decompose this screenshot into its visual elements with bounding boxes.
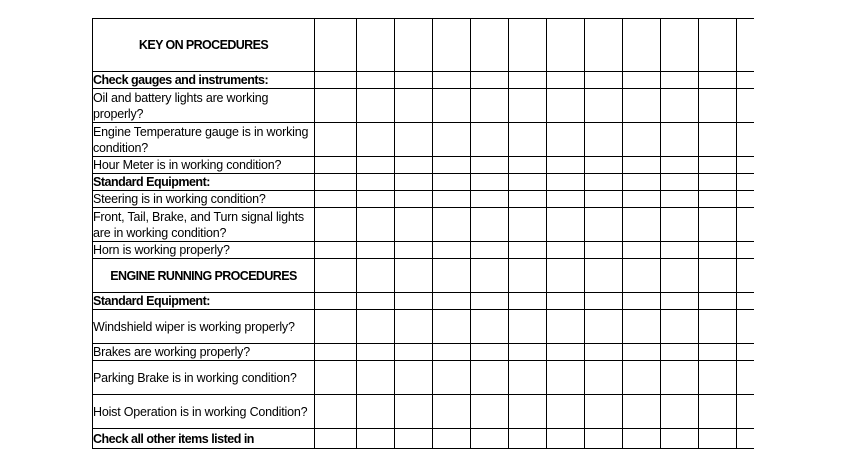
checkbox-cell[interactable]	[737, 310, 755, 344]
table-row	[93, 310, 755, 344]
table-row	[93, 89, 755, 123]
checkbox-cell[interactable]	[623, 293, 661, 310]
checkbox-cell[interactable]	[433, 208, 471, 242]
checkbox-cell[interactable]	[623, 19, 661, 72]
checkbox-cell[interactable]	[699, 157, 737, 174]
table-row	[93, 293, 755, 310]
checkbox-cell[interactable]	[395, 123, 433, 157]
checkbox-cell[interactable]	[395, 310, 433, 344]
checkbox-cell[interactable]	[661, 259, 699, 293]
checkbox-cell[interactable]	[357, 344, 395, 361]
checkbox-cell[interactable]	[623, 361, 661, 395]
checkbox-cell[interactable]	[509, 191, 547, 208]
checkbox-cell[interactable]	[547, 259, 585, 293]
checkbox-cell[interactable]	[433, 429, 471, 449]
checkbox-cell[interactable]	[623, 208, 661, 242]
checkbox-cell[interactable]	[661, 208, 699, 242]
checkbox-cell[interactable]	[357, 19, 395, 72]
checkbox-cell[interactable]	[433, 72, 471, 89]
checkbox-cell[interactable]	[585, 293, 623, 310]
checkbox-cell[interactable]	[395, 19, 433, 72]
table-row	[93, 344, 755, 361]
checkbox-cell[interactable]	[315, 429, 357, 449]
subsection-label: Standard Equipment:	[93, 174, 315, 191]
checkbox-cell[interactable]	[315, 157, 357, 174]
checkbox-cell[interactable]	[433, 242, 471, 259]
checkbox-cell[interactable]	[395, 89, 433, 123]
table-row	[93, 191, 755, 208]
checkbox-cell[interactable]	[509, 19, 547, 72]
section-heading-engine-running-procedures: ENGINE RUNNING PROCEDURES	[93, 259, 315, 293]
checkbox-cell[interactable]	[471, 89, 509, 123]
checkbox-cell[interactable]	[357, 310, 395, 344]
checkbox-cell[interactable]	[315, 259, 357, 293]
checkbox-cell[interactable]	[737, 157, 755, 174]
checkbox-cell[interactable]	[623, 89, 661, 123]
checkbox-cell[interactable]	[623, 174, 661, 191]
checkbox-cell[interactable]	[547, 89, 585, 123]
checkbox-cell[interactable]	[315, 208, 357, 242]
checkbox-cell[interactable]	[623, 259, 661, 293]
checkbox-cell[interactable]	[585, 157, 623, 174]
checkbox-cell[interactable]	[471, 310, 509, 344]
checkbox-cell[interactable]	[433, 157, 471, 174]
checkbox-cell[interactable]	[547, 293, 585, 310]
checkbox-cell[interactable]	[433, 19, 471, 72]
checkbox-cell[interactable]	[315, 89, 357, 123]
checklist-item-label: Steering is in working condition?	[93, 191, 315, 208]
subsection-label: Check gauges and instruments:	[93, 72, 315, 89]
checkbox-cell[interactable]	[471, 19, 509, 72]
checkbox-cell[interactable]	[585, 208, 623, 242]
checkbox-cell[interactable]	[433, 174, 471, 191]
checkbox-cell[interactable]	[661, 344, 699, 361]
checkbox-cell[interactable]	[547, 242, 585, 259]
checkbox-cell[interactable]	[623, 72, 661, 89]
checklist-item-label: Hour Meter is in working condition?	[93, 157, 315, 174]
checkbox-cell[interactable]	[433, 344, 471, 361]
checkbox-cell[interactable]	[623, 429, 661, 449]
checkbox-cell[interactable]	[509, 208, 547, 242]
section-heading-row-key-on-procedures	[93, 19, 755, 72]
checkbox-cell[interactable]	[699, 89, 737, 123]
checkbox-cell[interactable]	[471, 293, 509, 310]
checkbox-cell[interactable]	[433, 310, 471, 344]
checkbox-cell[interactable]	[623, 310, 661, 344]
checklist-item-label: Front, Tail, Brake, and Turn signal lights are in working condition?	[93, 208, 315, 242]
checkbox-cell[interactable]	[315, 72, 357, 89]
checkbox-cell[interactable]	[547, 395, 585, 429]
checkbox-cell[interactable]	[395, 361, 433, 395]
checkbox-cell[interactable]	[661, 123, 699, 157]
checkbox-cell[interactable]	[357, 157, 395, 174]
checkbox-cell[interactable]	[509, 174, 547, 191]
checkbox-cell[interactable]	[395, 191, 433, 208]
checkbox-cell[interactable]	[395, 259, 433, 293]
checkbox-cell[interactable]	[395, 242, 433, 259]
checkbox-cell[interactable]	[433, 395, 471, 429]
checkbox-cell[interactable]	[509, 429, 547, 449]
checkbox-cell[interactable]	[661, 361, 699, 395]
checkbox-cell[interactable]	[315, 123, 357, 157]
checkbox-cell[interactable]	[623, 395, 661, 429]
checkbox-cell[interactable]	[737, 344, 755, 361]
checkbox-cell[interactable]	[357, 174, 395, 191]
table-row	[93, 395, 755, 429]
checkbox-cell[interactable]	[509, 89, 547, 123]
checkbox-cell[interactable]	[509, 310, 547, 344]
checkbox-cell[interactable]	[471, 208, 509, 242]
checkbox-cell[interactable]	[509, 344, 547, 361]
checkbox-cell[interactable]	[433, 89, 471, 123]
checkbox-cell[interactable]	[661, 89, 699, 123]
checkbox-cell[interactable]	[547, 191, 585, 208]
checkbox-cell[interactable]	[357, 293, 395, 310]
checkbox-cell[interactable]	[547, 157, 585, 174]
checkbox-cell[interactable]	[547, 344, 585, 361]
checkbox-cell[interactable]	[357, 208, 395, 242]
checkbox-cell[interactable]	[585, 89, 623, 123]
checkbox-cell[interactable]	[509, 242, 547, 259]
table-row	[93, 361, 755, 395]
checkbox-cell[interactable]	[699, 344, 737, 361]
checkbox-cell[interactable]	[395, 293, 433, 310]
checklist-item-label: Brakes are working properly?	[93, 344, 315, 361]
checkbox-cell[interactable]	[357, 72, 395, 89]
checkbox-cell[interactable]	[357, 429, 395, 449]
checkbox-cell[interactable]	[737, 123, 755, 157]
checkbox-cell[interactable]	[699, 259, 737, 293]
checkbox-cell[interactable]	[547, 310, 585, 344]
checkbox-cell[interactable]	[699, 72, 737, 89]
checkbox-cell[interactable]	[737, 89, 755, 123]
table-row	[93, 174, 755, 191]
checkbox-cell[interactable]	[661, 157, 699, 174]
checkbox-cell[interactable]	[661, 310, 699, 344]
checkbox-cell[interactable]	[661, 429, 699, 449]
checklist-item-label: Engine Temperature gauge is in working condition?	[93, 123, 315, 157]
checkbox-cell[interactable]	[699, 310, 737, 344]
checkbox-cell[interactable]	[315, 395, 357, 429]
checkbox-cell[interactable]	[585, 310, 623, 344]
checkbox-cell[interactable]	[315, 361, 357, 395]
checkbox-cell[interactable]	[471, 395, 509, 429]
checkbox-cell[interactable]	[585, 72, 623, 89]
checklist-item-label: Parking Brake is in working condition?	[93, 361, 315, 395]
subsection-label: Standard Equipment:	[93, 293, 315, 310]
checkbox-cell[interactable]	[661, 174, 699, 191]
checkbox-cell[interactable]	[547, 361, 585, 395]
checkbox-cell[interactable]	[737, 293, 755, 310]
checkbox-cell[interactable]	[433, 123, 471, 157]
checkbox-cell[interactable]	[357, 395, 395, 429]
checkbox-cell[interactable]	[699, 208, 737, 242]
checkbox-cell[interactable]	[699, 191, 737, 208]
checklist-item-label: Horn is working properly?	[93, 242, 315, 259]
checkbox-cell[interactable]	[585, 123, 623, 157]
checkbox-cell[interactable]	[737, 395, 755, 429]
checkbox-cell[interactable]	[699, 174, 737, 191]
checkbox-cell[interactable]	[395, 174, 433, 191]
checkbox-cell[interactable]	[315, 242, 357, 259]
checkbox-cell[interactable]	[661, 19, 699, 72]
checkbox-cell[interactable]	[315, 293, 357, 310]
checkbox-cell[interactable]	[585, 361, 623, 395]
table-row	[93, 72, 755, 89]
checkbox-cell[interactable]	[737, 429, 755, 449]
checkbox-cell[interactable]	[699, 361, 737, 395]
checkbox-cell[interactable]	[395, 429, 433, 449]
checkbox-cell[interactable]	[433, 191, 471, 208]
checkbox-cell[interactable]	[547, 123, 585, 157]
checkbox-cell[interactable]	[471, 157, 509, 174]
checkbox-cell[interactable]	[737, 174, 755, 191]
checkbox-cell[interactable]	[623, 157, 661, 174]
checkbox-cell[interactable]	[509, 157, 547, 174]
checkbox-cell[interactable]	[737, 19, 755, 72]
checklist-table	[92, 18, 754, 449]
checkbox-cell[interactable]	[357, 259, 395, 293]
table-row	[93, 208, 755, 242]
checkbox-cell[interactable]	[699, 242, 737, 259]
checkbox-cell[interactable]	[737, 259, 755, 293]
checkbox-cell[interactable]	[433, 259, 471, 293]
checkbox-cell[interactable]	[433, 361, 471, 395]
checkbox-cell[interactable]	[395, 208, 433, 242]
checkbox-cell[interactable]	[661, 395, 699, 429]
checkbox-cell[interactable]	[395, 344, 433, 361]
checkbox-cell[interactable]	[471, 72, 509, 89]
checkbox-cell[interactable]	[737, 361, 755, 395]
inspection-checklist	[92, 18, 754, 449]
checkbox-cell[interactable]	[357, 361, 395, 395]
checkbox-cell[interactable]	[623, 123, 661, 157]
checkbox-cell[interactable]	[357, 242, 395, 259]
table-row	[93, 242, 755, 259]
checkbox-cell[interactable]	[585, 242, 623, 259]
checkbox-cell[interactable]	[699, 19, 737, 72]
checkbox-cell[interactable]	[509, 293, 547, 310]
checkbox-cell[interactable]	[315, 174, 357, 191]
checkbox-cell[interactable]	[661, 72, 699, 89]
checkbox-cell[interactable]	[585, 191, 623, 208]
checkbox-cell[interactable]	[471, 191, 509, 208]
checkbox-cell[interactable]	[585, 174, 623, 191]
checkbox-cell[interactable]	[509, 72, 547, 89]
checkbox-cell[interactable]	[315, 344, 357, 361]
checkbox-cell[interactable]	[509, 123, 547, 157]
checkbox-cell[interactable]	[699, 395, 737, 429]
checkbox-cell[interactable]	[471, 344, 509, 361]
checkbox-cell[interactable]	[547, 174, 585, 191]
checkbox-cell[interactable]	[661, 242, 699, 259]
checkbox-cell[interactable]	[585, 19, 623, 72]
checkbox-cell[interactable]	[661, 191, 699, 208]
checkbox-cell[interactable]	[699, 429, 737, 449]
checkbox-cell[interactable]	[315, 310, 357, 344]
table-row	[93, 157, 755, 174]
checkbox-cell[interactable]	[509, 259, 547, 293]
checkbox-cell[interactable]	[509, 395, 547, 429]
checklist-item-label: Oil and battery lights are working properly?	[93, 89, 315, 123]
checkbox-cell[interactable]	[315, 191, 357, 208]
checkbox-cell[interactable]	[471, 259, 509, 293]
checkbox-cell[interactable]	[737, 191, 755, 208]
checkbox-cell[interactable]	[357, 191, 395, 208]
checkbox-cell[interactable]	[395, 72, 433, 89]
section-heading-row-engine-running-procedures	[93, 259, 755, 293]
checkbox-cell[interactable]	[395, 157, 433, 174]
checkbox-cell[interactable]	[699, 293, 737, 310]
checkbox-cell[interactable]	[699, 123, 737, 157]
checkbox-cell[interactable]	[395, 395, 433, 429]
checkbox-cell[interactable]	[433, 293, 471, 310]
checkbox-cell[interactable]	[471, 361, 509, 395]
checkbox-cell[interactable]	[357, 89, 395, 123]
checklist-item-label: Hoist Operation is in working Condition?	[93, 395, 315, 429]
checkbox-cell[interactable]	[623, 191, 661, 208]
checkbox-cell[interactable]	[661, 293, 699, 310]
checkbox-cell[interactable]	[509, 361, 547, 395]
checkbox-cell[interactable]	[737, 242, 755, 259]
table-row	[93, 123, 755, 157]
checkbox-cell[interactable]	[547, 19, 585, 72]
checkbox-cell[interactable]	[471, 174, 509, 191]
checkbox-cell[interactable]	[623, 242, 661, 259]
checkbox-cell[interactable]	[547, 429, 585, 449]
checkbox-cell[interactable]	[585, 395, 623, 429]
checkbox-cell[interactable]	[585, 259, 623, 293]
checkbox-cell[interactable]	[471, 429, 509, 449]
section-heading-key-on-procedures: KEY ON PROCEDURES	[93, 19, 315, 72]
checkbox-cell[interactable]	[547, 72, 585, 89]
checkbox-cell[interactable]	[737, 208, 755, 242]
checkbox-cell[interactable]	[585, 344, 623, 361]
checklist-item-label: Windshield wiper is working properly?	[93, 310, 315, 344]
subsection-label: Check all other items listed in	[93, 429, 315, 449]
table-row	[93, 429, 755, 449]
checkbox-cell[interactable]	[357, 123, 395, 157]
checkbox-cell[interactable]	[737, 72, 755, 89]
checkbox-cell[interactable]	[471, 123, 509, 157]
checkbox-cell[interactable]	[585, 429, 623, 449]
checkbox-cell[interactable]	[315, 19, 357, 72]
checkbox-cell[interactable]	[471, 242, 509, 259]
checkbox-cell[interactable]	[623, 344, 661, 361]
checkbox-cell[interactable]	[547, 208, 585, 242]
